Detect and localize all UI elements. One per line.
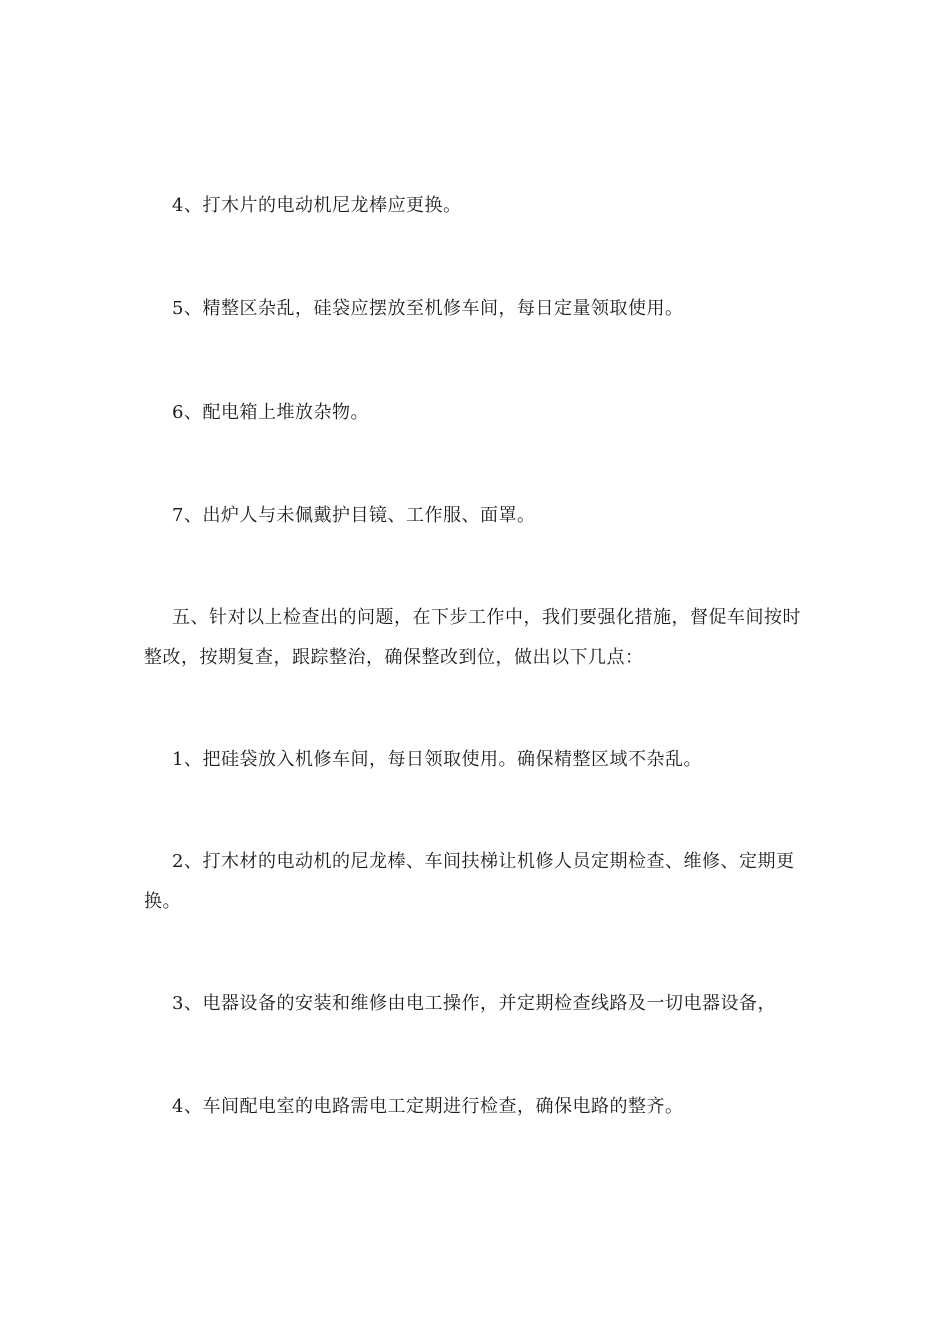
issue-item-4: 4、打木片的电动机尼龙棒应更换。 [172,195,462,216]
section-five-heading-paragraph: 五、针对以上检查出的问题，在下步工作中，我们要强化措施，督促车间按时整改，按期复查，跟踪整治，确保整改到位，做出以下几点： [144,607,801,668]
issue-item-6: 6、配电箱上堆放杂物。 [172,402,369,423]
measure-item-3: 3、电器设备的安装和维修由电工操作，并定期检查线路及一切电器设备， [172,993,776,1014]
measure-item-1: 1、把硅袋放入机修车间，每日领取使用。确保精整区域不杂乱。 [172,749,702,770]
measure-item-2: 2、打木材的电动机的尼龙棒、车间扶梯让机修人员定期检查、维修、定期更换。 [144,851,795,912]
measure-item-4: 4、车间配电室的电路需电工定期进行检查，确保电路的整齐。 [172,1096,684,1117]
issue-item-5: 5、精整区杂乱，硅袋应摆放至机修车间，每日定量领取使用。 [172,298,684,319]
issue-item-7: 7、出炉人与未佩戴护目镜、工作服、面罩。 [172,505,536,526]
